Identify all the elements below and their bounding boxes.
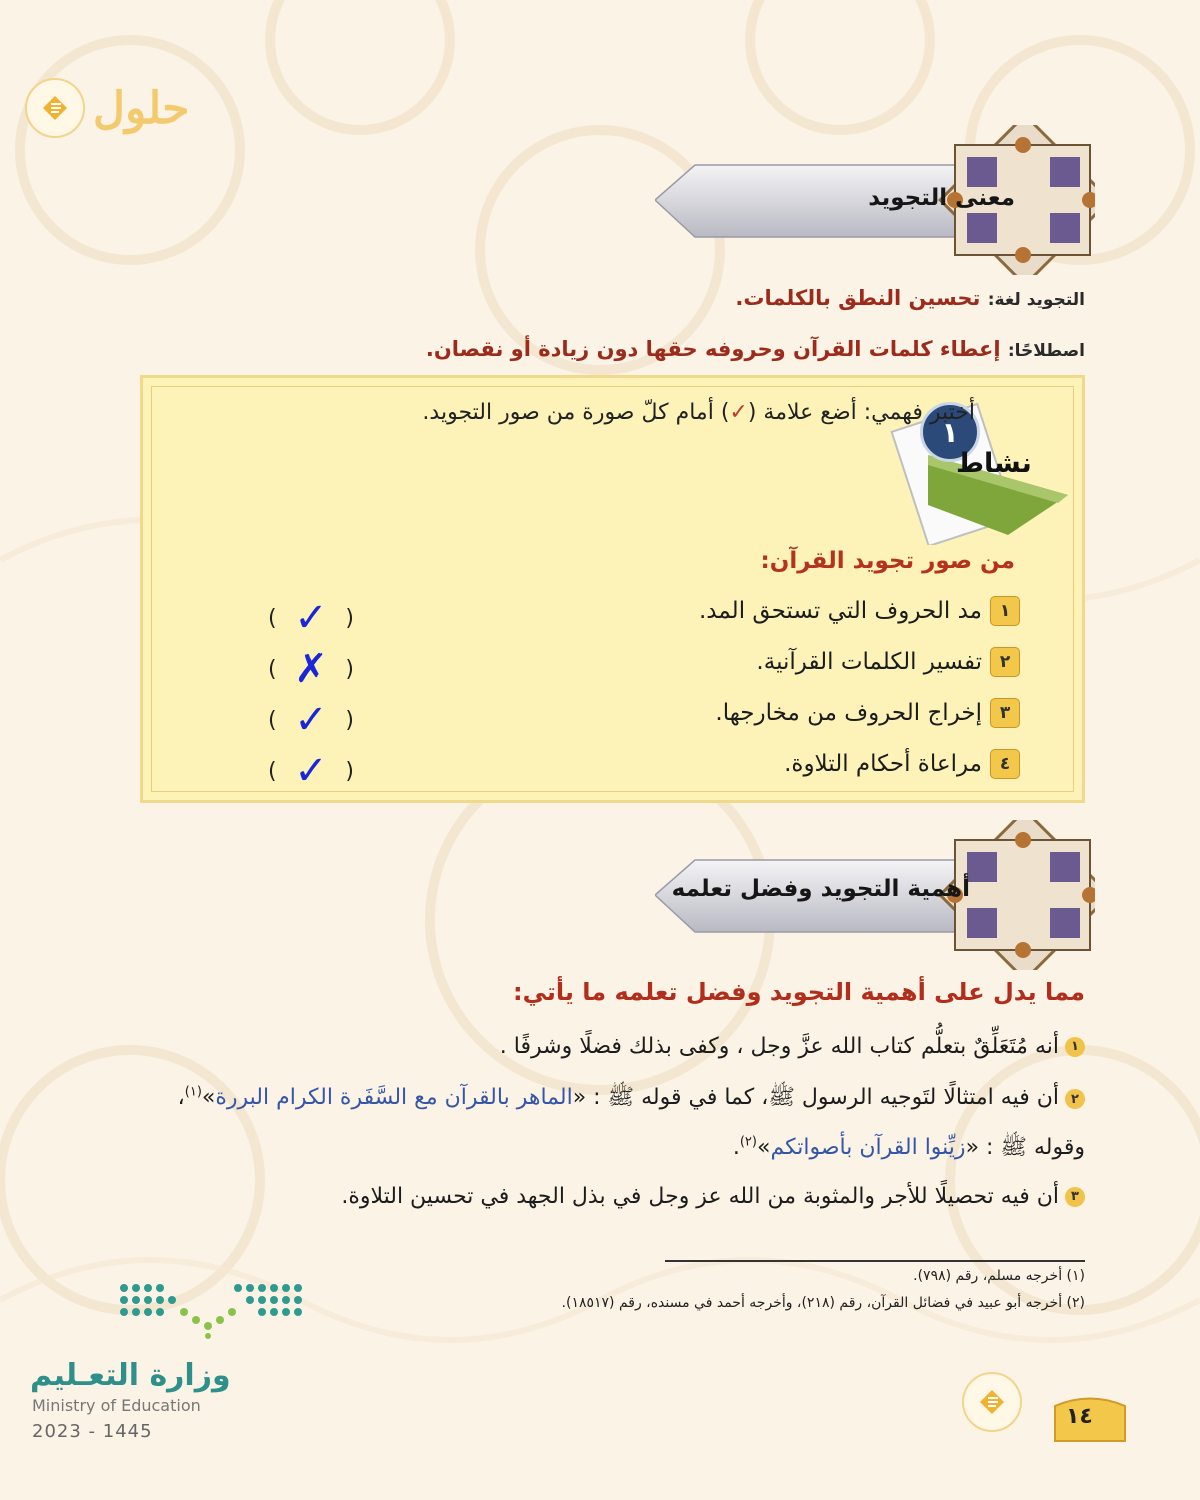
- answer-parens: [268, 595, 354, 641]
- paren-open: (: [268, 758, 277, 784]
- answer-parens: [268, 697, 354, 743]
- definition-linguistic-value: تحسين النطق بالكلمات.: [735, 286, 981, 310]
- point-text: أنه مُتَعَلِّقٌ بتعلُّم كتاب الله عزَّ وجل ، وكفى بذلك فضلًا وشرفًا .: [499, 1034, 1059, 1059]
- item-number: ١: [990, 596, 1020, 626]
- ministry-logo-icon: [118, 1280, 303, 1340]
- activity-item: [699, 596, 1020, 626]
- watermark-bottom-right: [962, 1372, 1022, 1432]
- activity-question-prefix: أختبر فهمي: أضع علامة (: [747, 400, 975, 425]
- footnote-ref: (١): [184, 1084, 202, 1100]
- item-number: ٤: [990, 749, 1020, 779]
- section-title-meaning: معنى التجويد: [868, 185, 1015, 211]
- definition-technical-value: إعطاء كلمات القرآن وحروفه حقها دون زيادة أو نقصان.: [425, 337, 1001, 361]
- definition-technical: [426, 337, 1085, 361]
- footnote-2: (٢) أخرجه أبو عبيد في فضائل القرآن، رقم (٢١٨)، وأخرجه أحمد في مسنده، رقم (١٨٥١٧).: [561, 1295, 1085, 1311]
- point-text: وقوله ﷺ : «: [965, 1135, 1085, 1160]
- activity-item: [756, 647, 1020, 677]
- ministry-name-arabic: وزارة التعـليم: [30, 1358, 231, 1393]
- answer-parens: [268, 646, 354, 692]
- importance-point-1: [500, 1034, 1085, 1059]
- importance-point-3: [341, 1184, 1085, 1209]
- section-title-importance: أهمية التجويد وفضل تعلمه: [671, 876, 970, 902]
- activity-list-title: من صور تجويد القرآن:: [760, 548, 1015, 574]
- point-text: أن فيه تحصيلًا للأجر والمثوبة من الله عز وجل في بذل الجهد في تحسين التلاوة.: [341, 1184, 1059, 1209]
- answer-check-icon: ✓: [294, 697, 328, 743]
- paren-open: (: [268, 707, 277, 733]
- item-number: ٣: [990, 698, 1020, 728]
- answer-check-icon: ✓: [294, 595, 328, 641]
- answer-check-icon: ✓: [294, 748, 328, 794]
- quote-close: »: [756, 1135, 771, 1160]
- paren-close: ): [345, 605, 354, 631]
- footnote-ref: (٢): [739, 1134, 757, 1150]
- watermark-text: حلول: [93, 82, 190, 134]
- watermark-top-left: [25, 78, 189, 138]
- definition-technical-label: اصطلاحًا:: [1007, 341, 1085, 361]
- activity-number-badge: ١: [920, 402, 980, 462]
- paren-open: (: [268, 656, 277, 682]
- importance-point-2-cont: [733, 1133, 1085, 1165]
- point-text: أن فيه امتثالًا لتَوجيه الرسول ﷺ، كما في قوله ﷺ : «: [572, 1085, 1059, 1110]
- item-text: تفسير الكلمات القرآنية.: [756, 649, 982, 675]
- item-text: مد الحروف التي تستحق المد.: [699, 598, 982, 624]
- point-number: ١: [1065, 1037, 1085, 1057]
- definition-linguistic-label: التجويد لغة:: [987, 290, 1085, 310]
- item-text: مراعاة أحكام التلاوة.: [784, 751, 982, 777]
- punctuation: ،: [177, 1085, 185, 1110]
- activity-question: [422, 400, 975, 425]
- punctuation: .: [732, 1135, 740, 1160]
- activity-badge-label: نشاط: [956, 448, 1032, 479]
- quote-close: »: [201, 1085, 216, 1110]
- definition-linguistic: [735, 286, 1085, 310]
- ministry-name-english: Ministry of Education: [32, 1396, 201, 1415]
- page-number: ١٤: [1066, 1404, 1093, 1429]
- paren-open: (: [268, 605, 277, 631]
- footnote-divider: [665, 1260, 1085, 1262]
- answer-parens: [268, 748, 354, 794]
- section-banner-meaning: [655, 125, 1095, 275]
- activity-item: [784, 749, 1020, 779]
- paren-close: ): [345, 707, 354, 733]
- paren-close: ): [345, 656, 354, 682]
- importance-intro: مما يدل على أهمية التجويد وفضل تعلمه ما يأتي:: [512, 978, 1085, 1006]
- watermark-book-icon: [25, 78, 85, 138]
- answer-cross-icon: ✗: [294, 646, 328, 692]
- point-number: ٢: [1065, 1089, 1085, 1109]
- importance-point-2: [178, 1083, 1085, 1115]
- checkmark-icon: ✓: [729, 400, 748, 425]
- hadith-quote: الماهر بالقرآن مع السَّفَرة الكرام البررة: [215, 1085, 573, 1110]
- paren-close: ): [345, 758, 354, 784]
- item-text: إخراج الحروف من مخارجها.: [715, 700, 982, 726]
- watermark-book-icon: [962, 1372, 1022, 1432]
- hadith-quote: زيِّنوا القرآن بأصواتكم: [770, 1135, 966, 1160]
- point-number: ٣: [1065, 1187, 1085, 1207]
- item-number: ٢: [990, 647, 1020, 677]
- activity-item: [715, 698, 1020, 728]
- footnote-1: (١) أخرجه مسلم، رقم (٧٩٨).: [913, 1268, 1085, 1284]
- ministry-year: 2023 - 1445: [32, 1421, 153, 1442]
- activity-question-suffix: ) أمام كلّ صورة من صور التجويد.: [422, 400, 730, 425]
- section-banner-importance: [655, 820, 1095, 970]
